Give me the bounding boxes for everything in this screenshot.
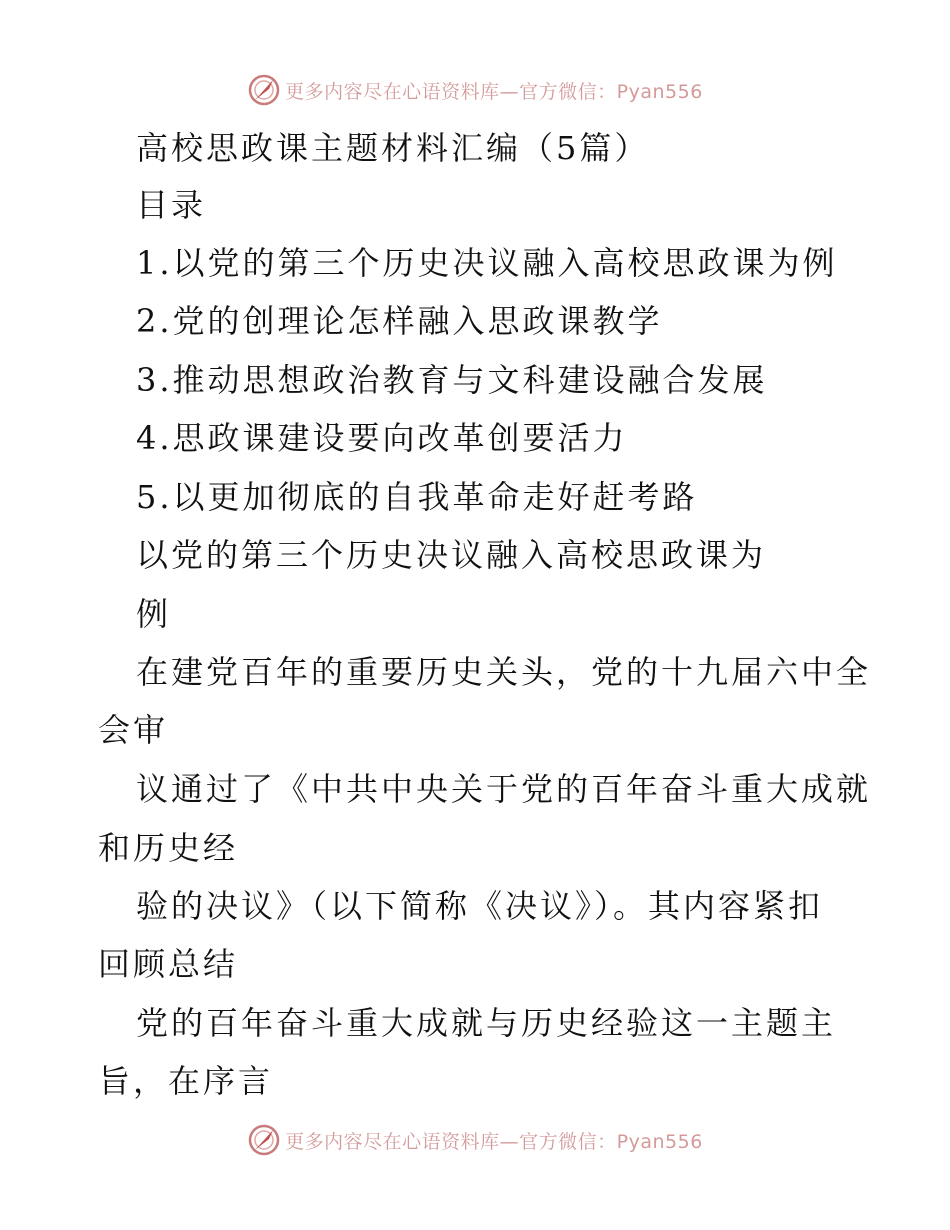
paragraph-line: 党的百年奋斗重大成就与历史经验这一主题主 [136, 1004, 837, 1042]
paragraph-line: 旨，在序言 [98, 1062, 274, 1100]
watermark-text: 更多内容尽在心语资料库—官方微信：Pyan556 [285, 1130, 703, 1153]
footer-watermark [0, 1120, 950, 1160]
paragraph-line: 回顾总结 [98, 945, 239, 983]
toc-heading: 目录 [136, 186, 207, 224]
paragraph-line: 会审 [98, 711, 169, 749]
paragraph-line: 在建党百年的重要历史关头，党的十九届六中全 [136, 653, 872, 691]
quill-seal-icon [247, 73, 281, 107]
paragraph-line: 和历史经 [98, 829, 239, 867]
watermark-text: 更多内容尽在心语资料库—官方微信：Pyan556 [285, 80, 703, 103]
document-title: 高校思政课主题材料汇编（5篇） [136, 129, 650, 167]
paragraph-line: 验的决议》（以下简称《决议》）。其内容紧扣 [136, 887, 824, 925]
quill-seal-icon [247, 1123, 281, 1157]
section-heading-line: 以党的第三个历史决议融入高校思政课为 [136, 536, 767, 574]
toc-item: 3.推动思想政治教育与文科建设融合发展 [136, 361, 768, 399]
toc-item: 4.思政课建设要向改革创要活力 [136, 419, 628, 457]
section-heading-line: 例 [136, 595, 172, 633]
toc-item: 2.党的创理论怎样融入思政课教学 [136, 302, 663, 340]
toc-item: 1.以党的第三个历史决议融入高校思政课为例 [136, 244, 838, 282]
paragraph-line: 议通过了《中共中央关于党的百年奋斗重大成就 [136, 770, 872, 808]
toc-item: 5.以更加彻底的自我革命走好赶考路 [136, 478, 698, 516]
header-watermark [0, 70, 950, 110]
